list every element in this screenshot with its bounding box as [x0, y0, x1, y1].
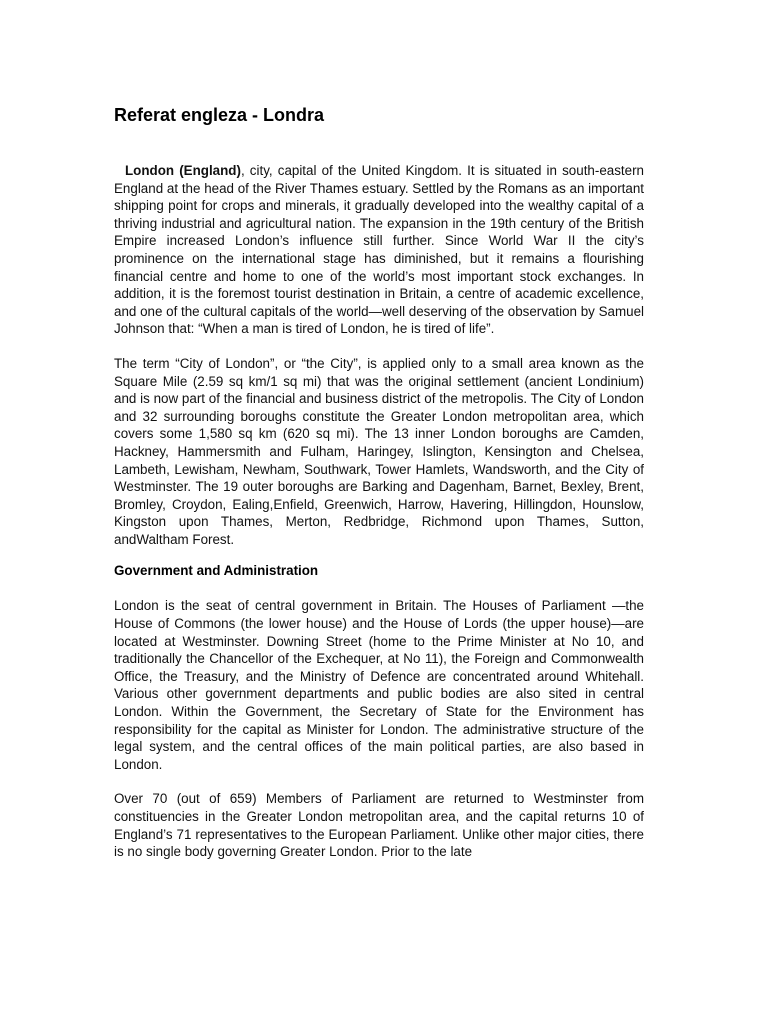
section-heading-government: Government and Administration: [114, 563, 319, 579]
city-of-london-paragraph: The term “City of London”, or “the City”, is applied only to a small area known as the Square Mile (2.59 sq km/1 sq mi) that was the original settlement (ancient Londinium) and is now part of the financial and business district of the metropolis. The City of London and 32 surrounding boroughs constitute the Greater London metropolitan area, which covers some 1,580 sq km (620 sq mi). The 13 inner London boroughs are Camden, Hackney, Hammersmith and Fulham, Haringey, Islington, Kensington and Chelsea, Lambeth, Lewisham, Newham, Southwark, Tower Hamlets, Wandsworth, and the City of Westminster. The 19 outer boroughs are Barking and Dagenham, Barnet, Bexley, Brent, Bromley, Croydon, Ealing,Enfield, Greenwich, Harrow, Havering, Hillingdon, Hounslow, Kingston upon Thames, Merton, Redbridge, Richmond upon Thames, Sutton, andWaltham Forest.: [114, 355, 644, 547]
intro-paragraph: [114, 162, 644, 338]
intro-text: , city, capital of the United Kingdom. It is situated in south-eastern England at the head of the River Thames estuary. Settled by the Romans as an important shipping point for crops and minerals, it gradually developed into the wealthy capital of a thriving industrial and agricultural nation. The expansion in the 19th century of the British Empire increased London’s influence still further. Since World War II the city’s prominence on the international stage has diminished, but it remains a flourishing financial centre and home to one of the world’s most important stock exchanges. In addition, it is the foremost tourist destination in Britain, a centre of academic excellence, and one of the cultural capitals of the world—well deserving of the observation by Samuel Johnson that: “When a man is tired of London, he is tired of life”.: [114, 163, 644, 337]
intro-lead-bold: London (England): [125, 163, 241, 178]
document-content: [114, 103, 644, 861]
government-paragraph: London is the seat of central government in Britain. The Houses of Parliament —the House of Commons (the lower house) and the House of Lords (the upper house)—are located at Westminster. Downing Street (home to the Prime Minister at No 10, and traditionally the Chancellor of the Exchequer, at No 11), the Foreign and Commonwealth Office, the Treasury, and the Ministry of Defence are concentrated around Whitehall. Various other government departments and public bodies are also sited in central London. Within the Government, the Secretary of State for the Environment has responsibility for the capital as Minister for London. The administrative structure of the legal system, and the central offices of the main political parties, are also based in London.: [114, 598, 644, 772]
document-title: Referat engleza - Londra: [114, 105, 325, 125]
members-of-parliament-paragraph: Over 70 (out of 659) Members of Parliament are returned to Westminster from constituencies in the Greater London metropolitan area, and the capital returns 10 of England’s 71 representatives to the European Parliament. Unlike other major cities, there is no single body governing Greater London. Prior to the late: [114, 791, 644, 860]
